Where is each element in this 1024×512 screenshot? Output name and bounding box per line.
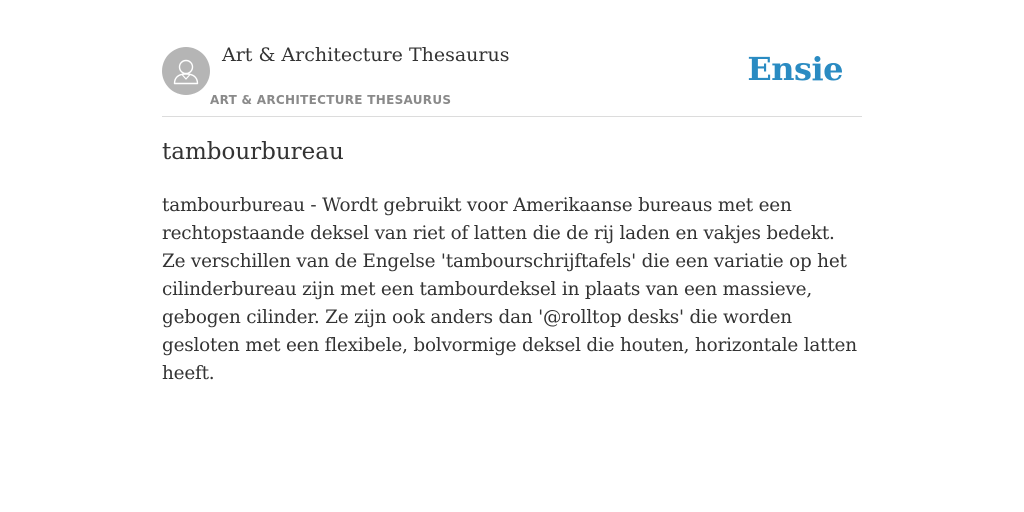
entry-header [162,0,862,117]
term-definition: tambourbureau - Wordt gebruikt voor Amerikaanse bureaus met een rechtopstaande deksel van riet of latten die de rij laden en vakjes bedekt. Ze verschillen van de Engelse 'tambourschrijftafels' die een variatie op het cilinderbureau zijn met een tambourdeksel in plaats van een massieve, gebogen cilinder. Ze zijn ook anders dan '@rolltop desks' die worden gesloten met een flexibele, bolvormige deksel die houten, horizontale latten heeft. [162,195,857,384]
avatar[interactable] [162,47,210,95]
entry-page [162,0,862,384]
author-name[interactable]: Art & Architecture Thesaurus [222,44,510,66]
source-label[interactable]: ART & ARCHITECTURE THESAURUS [210,93,452,107]
brand-logo[interactable]: Ensie [747,50,843,88]
term-title: tambourbureau [162,139,344,165]
user-icon [162,47,210,95]
